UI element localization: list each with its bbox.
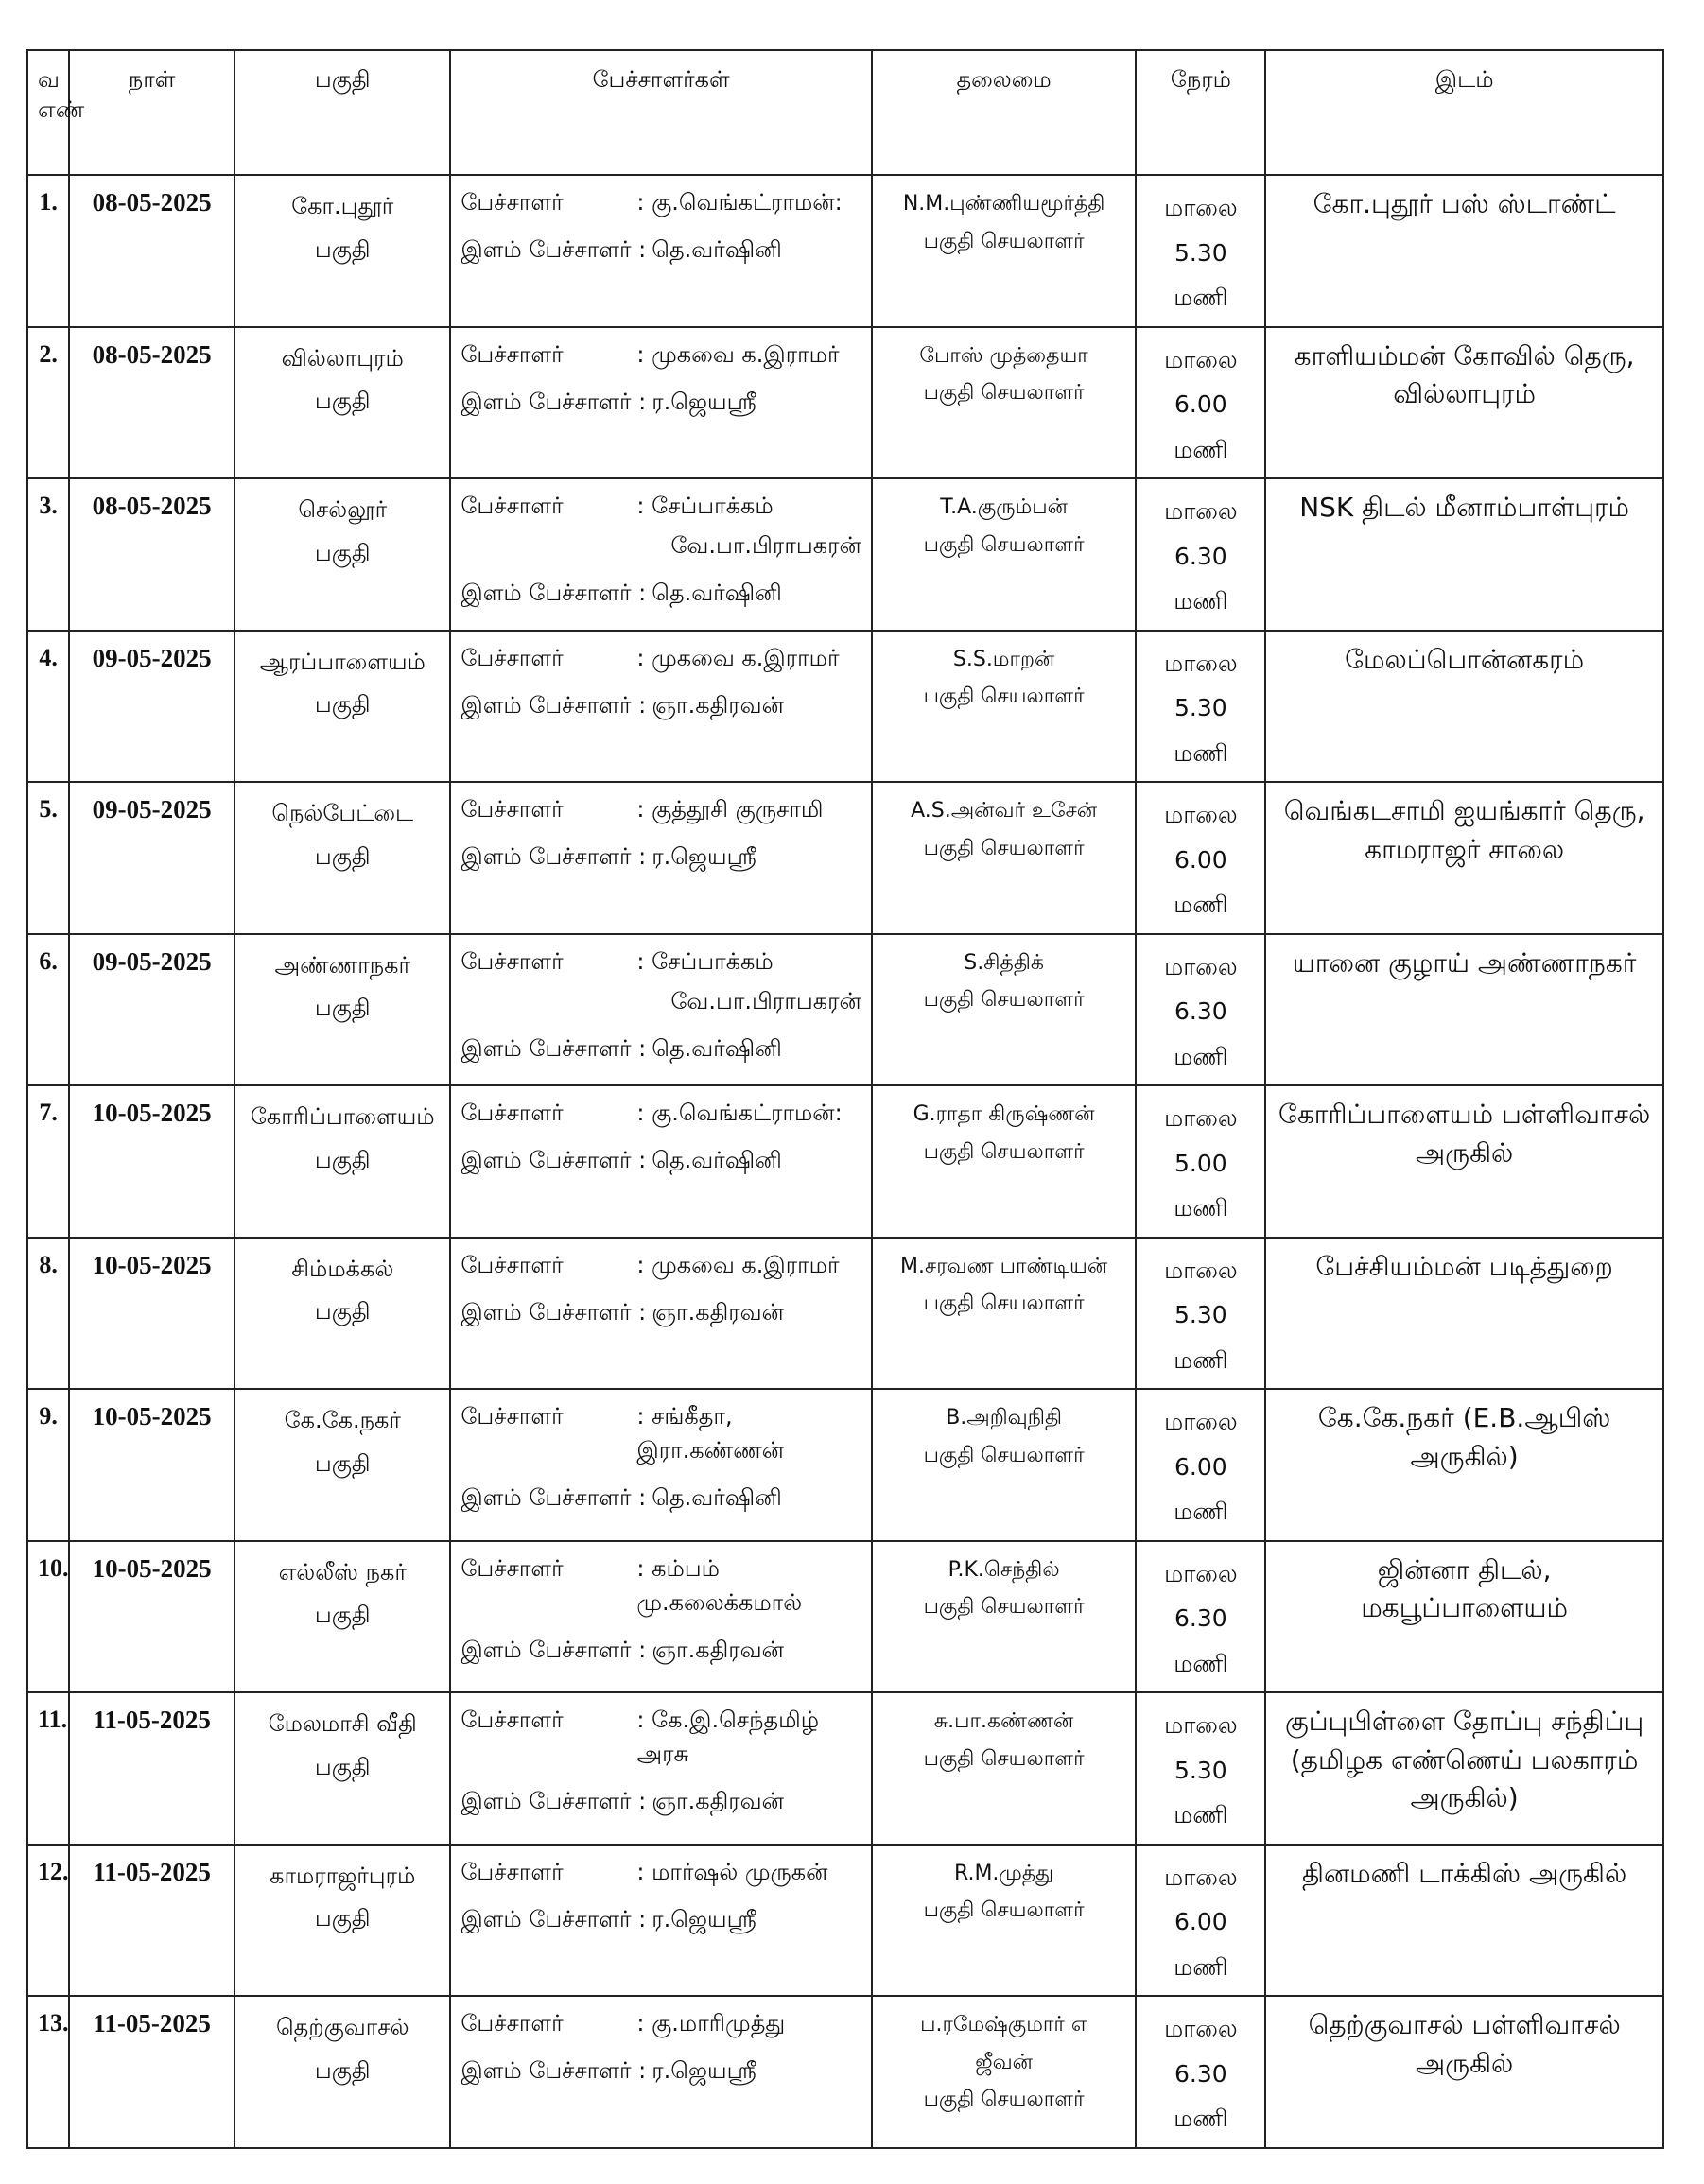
junior-speaker-name: ர.ஜெயஸ்ரீ — [652, 1905, 756, 1933]
main-speaker-row — [461, 1248, 861, 1282]
meeting-time: 6.00 மணி — [1174, 845, 1228, 918]
speakers-cell — [450, 1238, 871, 1390]
area-cell — [235, 1541, 450, 1693]
speaker-label: பேச்சாளர் — [461, 1403, 564, 1430]
meeting-schedule-table — [26, 49, 1664, 2149]
time-evening-label: மாலை — [1164, 649, 1238, 677]
venue-line: ஜின்னா திடல், — [1377, 1553, 1552, 1586]
venue-line: வில்லாபுரம் — [1393, 378, 1537, 410]
serial-number: 10. — [27, 1541, 69, 1693]
chair-cell — [872, 1996, 1137, 2148]
speaker-label: பேச்சாளர் — [461, 2010, 564, 2037]
area-cell — [235, 631, 450, 783]
meeting-date: 08-05-2025 — [69, 175, 235, 327]
meeting-date: 09-05-2025 — [69, 631, 235, 783]
table-row — [27, 631, 1663, 783]
chair-cell — [872, 1389, 1137, 1541]
main-speaker-row — [461, 1399, 861, 1467]
area-name: மேலமாசி வீதி — [268, 1710, 417, 1737]
area-name: எல்லீஸ் நகர் — [278, 1558, 407, 1586]
chair-cell — [872, 1692, 1137, 1845]
junior-speaker-row — [461, 1902, 861, 1936]
area-suffix: பகுதி — [314, 995, 371, 1022]
venue-line: அருகில்) — [1410, 1440, 1519, 1472]
serial-number: 11. — [27, 1692, 69, 1845]
junior-speaker-row — [461, 1784, 861, 1818]
meeting-date: 10-05-2025 — [69, 1238, 235, 1390]
chair-cell — [872, 478, 1137, 631]
serial-number: 7. — [27, 1085, 69, 1238]
junior-speaker-name: தெ.வர்ஷினி — [652, 1147, 782, 1173]
time-evening-label: மாலை — [1164, 1711, 1238, 1739]
speakers-cell — [450, 175, 871, 327]
chair-cell — [872, 934, 1137, 1086]
chair-name-line2: பகுதி செயலாளர் — [923, 229, 1085, 253]
speaker-name: : கே.இ.செந்தமிழ் அரசு — [636, 1707, 820, 1767]
venue-cell — [1265, 175, 1663, 327]
area-name: கோ.புதூர் — [291, 193, 394, 219]
meeting-date: 09-05-2025 — [69, 782, 235, 934]
junior-speaker-label: இளம் பேச்சாளர் : — [461, 1636, 647, 1663]
junior-speaker-label: இளம் பேச்சாளர் : — [461, 580, 647, 606]
junior-speaker-name: ஞா.கதிரவன் — [652, 691, 784, 719]
venue-cell — [1265, 1085, 1663, 1238]
area-cell — [235, 1238, 450, 1390]
area-suffix: பகுதி — [314, 1905, 371, 1933]
chair-name-line2: பகுதி செயலாளர் — [923, 1443, 1085, 1467]
area-suffix: பகுதி — [314, 388, 371, 415]
table-header-row — [27, 50, 1663, 175]
area-name: வில்லாபுரம் — [281, 344, 404, 372]
chair-name: G.ராதா கிருஷ்ணன் — [913, 1102, 1095, 1126]
chair-cell — [872, 1238, 1137, 1390]
time-evening-label: மாலை — [1164, 1863, 1238, 1891]
speaker-name: : முகவை க.இராமர் — [636, 1251, 840, 1278]
table-row — [27, 327, 1663, 479]
speaker-label: பேச்சாளர் — [461, 796, 564, 823]
chair-name: A.S.அன்வர் உசேன் — [911, 799, 1098, 823]
main-speaker-row — [461, 338, 861, 372]
speakers-cell — [450, 934, 871, 1086]
junior-speaker-name: ர.ஜெயஸ்ரீ — [652, 843, 756, 870]
header-area: பகுதி — [235, 50, 450, 175]
venue-cell — [1265, 631, 1663, 783]
meeting-date: 09-05-2025 — [69, 934, 235, 1086]
venue-line: கே.கே.நகர் (E.B.ஆபிஸ் — [1317, 1402, 1611, 1433]
time-evening-label: மாலை — [1164, 2015, 1238, 2042]
junior-speaker-name: ஞா.கதிரவன் — [652, 1788, 784, 1814]
time-evening-label: மாலை — [1164, 1104, 1238, 1132]
meeting-date: 11-05-2025 — [69, 1996, 235, 2148]
chair-name-line2: பகுதி செயலாளர் — [923, 988, 1085, 1013]
junior-speaker-label: இளம் பேச்சாளர் : — [461, 843, 647, 870]
venue-cell — [1265, 934, 1663, 1086]
main-speaker-row — [461, 185, 861, 219]
main-speaker-row — [461, 489, 861, 523]
speaker-name: : கு.வெங்கட்ராமன்: — [636, 1100, 843, 1126]
venue-cell — [1265, 478, 1663, 631]
time-cell — [1136, 1238, 1265, 1390]
speakers-cell — [450, 1085, 871, 1238]
area-suffix: பகுதி — [314, 235, 371, 263]
chair-name: S.S.மாறன் — [952, 647, 1055, 671]
area-cell — [235, 1085, 450, 1238]
meeting-date: 10-05-2025 — [69, 1085, 235, 1238]
area-suffix: பகுதி — [314, 691, 371, 719]
chair-name-line2: பகுதி செயலாளர் — [923, 1746, 1085, 1771]
junior-speaker-label: இளம் பேச்சாளர் : — [461, 2057, 647, 2084]
meeting-time: 6.30 மணி — [1174, 1604, 1228, 1677]
junior-speaker-label: இளம் பேச்சாளர் : — [461, 691, 647, 719]
meeting-time: 6.00 மணி — [1174, 390, 1228, 463]
chair-cell — [872, 1541, 1137, 1693]
area-suffix: பகுதி — [314, 1298, 371, 1326]
venue-cell — [1265, 1541, 1663, 1693]
serial-number: 4. — [27, 631, 69, 783]
time-evening-label: மாலை — [1164, 497, 1238, 525]
venue-line: தெற்குவாசல் பள்ளிவாசல் — [1308, 2009, 1621, 2040]
meeting-time: 5.30 மணி — [1174, 1756, 1228, 1829]
chair-name: T.A.குரும்பன் — [940, 495, 1068, 519]
area-name: கே.கே.நகர் — [284, 1407, 401, 1433]
junior-speaker-label: இளம் பேச்சாளர் : — [461, 1788, 647, 1814]
chair-cell — [872, 631, 1137, 783]
serial-number: 5. — [27, 782, 69, 934]
venue-cell — [1265, 1996, 1663, 2148]
area-cell — [235, 1845, 450, 1997]
chair-name-line2: பகுதி செயலாளர் — [923, 532, 1085, 557]
meeting-date: 08-05-2025 — [69, 327, 235, 479]
speakers-cell — [450, 327, 871, 479]
chair-name-line2: ஜீவன் — [975, 2050, 1033, 2074]
chair-cell — [872, 1085, 1137, 1238]
area-name: தெற்குவாசல் — [275, 2014, 409, 2040]
serial-number: 13. — [27, 1996, 69, 2148]
chair-name: ப.ரமேஷ்குமார் எ — [920, 2013, 1088, 2037]
table-row — [27, 934, 1663, 1086]
area-cell — [235, 327, 450, 479]
speaker-label: பேச்சாளர் — [461, 189, 564, 216]
table-row — [27, 1238, 1663, 1390]
meeting-time: 5.30 மணி — [1174, 1301, 1228, 1374]
time-cell — [1136, 631, 1265, 783]
time-cell — [1136, 934, 1265, 1086]
header-speakers: பேச்சாளர்கள் — [450, 50, 871, 175]
time-evening-label: மாலை — [1164, 194, 1238, 221]
speaker-label: பேச்சாளர் — [461, 1251, 564, 1278]
time-evening-label: மாலை — [1164, 952, 1238, 980]
area-cell — [235, 782, 450, 934]
venue-line: பேச்சியம்மன் படித்துறை — [1315, 1250, 1613, 1282]
speaker-name: : முகவை க.இராமர் — [636, 644, 840, 671]
junior-speaker-row — [461, 1481, 861, 1515]
meeting-time: 6.30 மணி — [1174, 542, 1228, 615]
meeting-date: 11-05-2025 — [69, 1845, 235, 1997]
speakers-cell — [450, 478, 871, 631]
venue-cell — [1265, 1845, 1663, 1997]
chair-role: பகுதி செயலாளர் — [923, 2088, 1085, 2112]
area-cell — [235, 175, 450, 327]
area-cell — [235, 1692, 450, 1845]
junior-speaker-name: தெ.வர்ஷினி — [652, 580, 782, 606]
venue-line: கோ.புதூர் பஸ் ஸ்டாண்ட் — [1313, 188, 1616, 219]
area-suffix: பகுதி — [314, 1602, 371, 1629]
venue-cell — [1265, 1238, 1663, 1390]
meeting-time: 6.00 மணி — [1174, 1908, 1228, 1981]
table-row — [27, 1845, 1663, 1997]
junior-speaker-row — [461, 2054, 861, 2088]
junior-speaker-label: இளம் பேச்சாளர் : — [461, 1905, 647, 1933]
venue-line: அருகில் — [1416, 2047, 1514, 2079]
table-row — [27, 782, 1663, 934]
chair-name: M.சரவண பாண்டியன் — [900, 1254, 1108, 1278]
time-cell — [1136, 1389, 1265, 1541]
junior-speaker-name: ர.ஜெயஸ்ரீ — [652, 388, 756, 415]
junior-speaker-name: தெ.வர்ஷினி — [652, 1034, 782, 1062]
meeting-time: 5.00 மணி — [1174, 1149, 1228, 1222]
speaker-name: : சேப்பாக்கம் — [636, 947, 774, 975]
junior-speaker-label: இளம் பேச்சாளர் : — [461, 1484, 647, 1511]
table-row — [27, 1541, 1663, 1693]
main-speaker-row — [461, 1096, 861, 1130]
speakers-cell — [450, 1389, 871, 1541]
meeting-time: 5.30 மணி — [1174, 694, 1228, 767]
junior-speaker-row — [461, 1633, 861, 1667]
chair-cell — [872, 175, 1137, 327]
chair-name-line2: பகுதி செயலாளர் — [923, 1898, 1085, 1923]
speaker-label: பேச்சாளர் — [461, 947, 564, 975]
table-row — [27, 175, 1663, 327]
meeting-time: 6.30 மணி — [1174, 997, 1228, 1070]
venue-line: (தமிழக எண்ணெய் பலகாரம் — [1290, 1743, 1639, 1776]
table-row — [27, 1389, 1663, 1541]
area-cell — [235, 478, 450, 631]
time-cell — [1136, 1996, 1265, 2148]
chair-name-line2: பகுதி செயலாளர் — [923, 1139, 1085, 1164]
meeting-date: 08-05-2025 — [69, 478, 235, 631]
venue-cell — [1265, 1692, 1663, 1845]
junior-speaker-name: தெ.வர்ஷினி — [652, 1484, 782, 1511]
junior-speaker-row — [461, 1143, 861, 1177]
junior-speaker-name: தெ.வர்ஷினி — [652, 236, 782, 263]
venue-line: தினமணி டாக்கிஸ் அருகில் — [1302, 1857, 1627, 1889]
time-cell — [1136, 175, 1265, 327]
junior-speaker-label: இளம் பேச்சாளர் : — [461, 388, 647, 415]
time-cell — [1136, 1541, 1265, 1693]
serial-number: 3. — [27, 478, 69, 631]
serial-number: 9. — [27, 1389, 69, 1541]
header-venue: இடம் — [1265, 50, 1663, 175]
time-evening-label: மாலை — [1164, 345, 1238, 373]
schedule-page — [26, 49, 1664, 2149]
time-cell — [1136, 478, 1265, 631]
venue-line: யானை குழாய் அண்ணாநகர் — [1292, 946, 1637, 979]
junior-speaker-label: இளம் பேச்சாளர் : — [461, 236, 647, 263]
chair-name-line2: பகுதி செயலாளர் — [923, 1595, 1085, 1620]
area-name: காமராஜர்புரம் — [270, 1862, 416, 1889]
chair-cell — [872, 1845, 1137, 1997]
time-cell — [1136, 1845, 1265, 1997]
time-evening-label: மாலை — [1164, 801, 1238, 828]
speaker-name-continued: வே.பா.பிராபகரன் — [670, 987, 861, 1014]
venue-line: மகபூப்பாளையம் — [1361, 1592, 1568, 1624]
area-name: சிம்மக்கல் — [291, 1255, 394, 1282]
serial-number: 6. — [27, 934, 69, 1086]
chair-name: P.K.செந்தில் — [948, 1557, 1060, 1582]
main-speaker-row — [461, 1551, 861, 1620]
junior-speaker-row — [461, 233, 861, 267]
venue-line: வெங்கடசாமி ஐயங்கார் தெரு, — [1283, 795, 1645, 826]
meeting-date: 10-05-2025 — [69, 1541, 235, 1693]
junior-speaker-label: இளம் பேச்சாளர் : — [461, 1034, 647, 1062]
chair-name: S.சித்திக் — [964, 950, 1044, 975]
speaker-name: : மார்ஷல் முருகன் — [636, 1858, 828, 1885]
speaker-label: பேச்சாளர் — [461, 1707, 564, 1733]
header-serial-number: வ எண் — [27, 50, 69, 175]
area-cell — [235, 934, 450, 1086]
venue-cell — [1265, 782, 1663, 934]
meeting-time: 5.30 மணி — [1174, 238, 1228, 311]
junior-speaker-row — [461, 1031, 861, 1066]
serial-number: 2. — [27, 327, 69, 479]
table-row — [27, 478, 1663, 631]
venue-line: கோரிப்பாளையம் பள்ளிவாசல் — [1278, 1099, 1651, 1130]
serial-number: 8. — [27, 1238, 69, 1390]
header-date: நாள் — [69, 50, 235, 175]
venue-cell — [1265, 1389, 1663, 1541]
venue-line: குப்புபிள்ளை தோப்பு சந்திப்பு — [1285, 1706, 1644, 1737]
main-speaker-row — [461, 2006, 861, 2040]
junior-speaker-row — [461, 1295, 861, 1329]
time-cell — [1136, 782, 1265, 934]
junior-speaker-row — [461, 840, 861, 874]
area-suffix: பகுதி — [314, 1449, 371, 1477]
speakers-cell — [450, 1541, 871, 1693]
main-speaker-row — [461, 1855, 861, 1889]
meeting-time: 6.00 மணி — [1174, 1452, 1228, 1525]
area-name: அண்ணாநகர் — [274, 951, 411, 979]
junior-speaker-name: ர.ஜெயஸ்ரீ — [652, 2057, 756, 2084]
time-evening-label: மாலை — [1164, 1256, 1238, 1284]
time-evening-label: மாலை — [1164, 1559, 1238, 1587]
table-row — [27, 1085, 1663, 1238]
speaker-name: : முகவை க.இராமர் — [636, 340, 840, 368]
speaker-name-continued: வே.பா.பிராபகரன் — [670, 532, 861, 559]
area-name: ஆரப்பாளையம் — [259, 648, 426, 675]
chair-name: B.அறிவுநிதி — [946, 1406, 1062, 1430]
venue-line: மேலப்பொன்னகரம் — [1345, 643, 1585, 675]
area-suffix: பகுதி — [314, 842, 371, 870]
speakers-cell — [450, 631, 871, 783]
meeting-time: 6.30 மணி — [1174, 2059, 1228, 2132]
venue-cell — [1265, 327, 1663, 479]
area-name: கோரிப்பாளையம் — [250, 1103, 435, 1130]
chair-name: சு.பா.கண்ணன் — [933, 1709, 1074, 1733]
chair-cell — [872, 327, 1137, 479]
chair-name: போஸ் முத்தையா — [919, 343, 1088, 368]
speaker-name: : குத்தூசி குருசாமி — [636, 796, 824, 823]
speaker-label: பேச்சாளர் — [461, 1858, 564, 1885]
area-suffix: பகுதி — [314, 2056, 371, 2084]
speaker-label: பேச்சாளர் — [461, 1100, 564, 1126]
main-speaker-row — [461, 1703, 861, 1771]
area-name: செல்லூர் — [298, 496, 388, 523]
time-evening-label: மாலை — [1164, 1408, 1238, 1435]
speaker-name: : கு.வெங்கட்ராமன்: — [636, 189, 843, 216]
speaker-name: : கு.மாரிமுத்து — [636, 2010, 786, 2037]
main-speaker-row — [461, 792, 861, 826]
chair-name-line2: பகுதி செயலாளர் — [923, 685, 1085, 709]
header-time: நேரம் — [1136, 50, 1265, 175]
chair-name: R.M.முத்து — [953, 1861, 1054, 1885]
table-row — [27, 1996, 1663, 2148]
junior-speaker-name: ஞா.கதிரவன் — [652, 1298, 784, 1326]
serial-number: 1. — [27, 175, 69, 327]
area-suffix: பகுதி — [314, 1753, 371, 1780]
table-row — [27, 1692, 1663, 1845]
meeting-date: 11-05-2025 — [69, 1692, 235, 1845]
area-suffix: பகுதி — [314, 539, 371, 566]
chair-name-line2: பகுதி செயலாளர் — [923, 836, 1085, 860]
main-speaker-row — [461, 945, 861, 979]
venue-line: அருகில் — [1416, 1136, 1514, 1169]
header-chair: தலைமை — [872, 50, 1137, 175]
speakers-cell — [450, 1845, 871, 1997]
venue-line: காளியம்மன் கோவில் தெரு, — [1294, 339, 1635, 372]
chair-name-line2: பகுதி செயலாளர் — [923, 381, 1085, 406]
speaker-name: : கம்பம் மு.கலைக்கமால் — [636, 1554, 803, 1616]
meeting-date: 10-05-2025 — [69, 1389, 235, 1541]
time-cell — [1136, 327, 1265, 479]
junior-speaker-name: ஞா.கதிரவன் — [652, 1636, 784, 1663]
junior-speaker-row — [461, 688, 861, 722]
venue-line: NSK திடல் மீனாம்பாள்புரம் — [1299, 492, 1630, 523]
junior-speaker-row — [461, 576, 861, 610]
speaker-label: பேச்சாளர் — [461, 340, 564, 368]
speaker-label: பேச்சாளர் — [461, 1554, 564, 1582]
speaker-name: : சேப்பாக்கம் — [636, 493, 774, 519]
time-cell — [1136, 1085, 1265, 1238]
speakers-cell — [450, 1996, 871, 2148]
speaker-label: பேச்சாளர் — [461, 644, 564, 671]
speaker-name: : சங்கீதா, இரா.கண்ணன் — [636, 1403, 785, 1464]
main-speaker-row — [461, 641, 861, 675]
chair-cell — [872, 782, 1137, 934]
venue-line: காமராஜர் சாலை — [1365, 833, 1565, 865]
junior-speaker-label: இளம் பேச்சாளர் : — [461, 1147, 647, 1173]
chair-name: N.M.புண்ணியமூர்த்தி — [902, 192, 1105, 216]
time-cell — [1136, 1692, 1265, 1845]
junior-speaker-label: இளம் பேச்சாளர் : — [461, 1298, 647, 1326]
speakers-cell — [450, 782, 871, 934]
area-cell — [235, 1389, 450, 1541]
speakers-cell — [450, 1692, 871, 1845]
serial-number: 12. — [27, 1845, 69, 1997]
venue-line: அருகில்) — [1410, 1782, 1519, 1814]
area-suffix: பகுதி — [314, 1146, 371, 1173]
area-cell — [235, 1996, 450, 2148]
speaker-label: பேச்சாளர் — [461, 493, 564, 519]
junior-speaker-row — [461, 385, 861, 419]
chair-name-line2: பகுதி செயலாளர் — [923, 1291, 1085, 1316]
area-name: நெல்பேட்டை — [271, 800, 414, 826]
